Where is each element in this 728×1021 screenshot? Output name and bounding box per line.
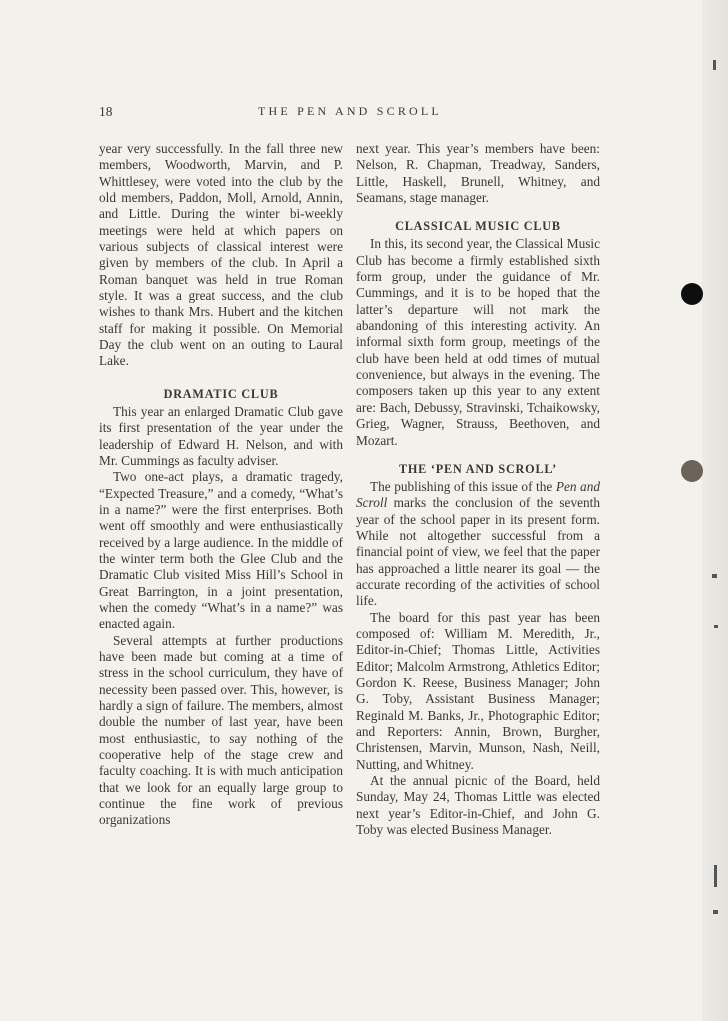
right-column [356, 141, 600, 838]
page-header [99, 104, 601, 124]
running-head: THE PEN AND SCROLL [258, 104, 442, 118]
text-run: The publishing of this issue of the [370, 478, 556, 494]
section-heading: DRAMATIC CLUB [163, 386, 279, 401]
text-run: marks the conclusion of the seventh year of the school paper in its present form. While not altogether successful from a financial point of view, we feel that the paper has approached a little nearer its goal — the accurate recording of the activities of school life. [356, 495, 600, 609]
paragraph: At the annual picnic of the Board, held Sunday, May 24, Thomas Little was elected next year’s Editor-in-Chief, and John G. Toby was elected Business Manager. [356, 773, 600, 838]
paragraph: Several attempts at further productions have been made but coming at a time of stress in the school curriculum, they have of necessity been passed over. This, however, is hardly a sign of failure. The members, almost double the number of last year, have been most enthusiastic, to say nothing of the cooperative help of the stage crew and faculty coaching. It is with much anticipation that we look for an equally large group to continue the fine work of previous organizations [99, 632, 343, 828]
paragraph: In this, its second year, the Classical Music Club has become a firmly established sixth form group, under the guidance of Mr. Cummings, and it is to be hoped that the latter’s departure will not mark the abandoning of this interesting activity. An informal sixth form group, meetings of the club have been held at odd times of mutual convenience, but always in the evening. The composers taken up this year to any extent are: Bach, Debussy, Stravinski, Tchaikowsky, Grieg, Wagner, Strauss, Beethoven, and Mozart. [356, 236, 600, 448]
section-heading: CLASSICAL MUSIC CLUB [395, 219, 561, 234]
page-number: 18 [99, 104, 113, 119]
paragraph: year very successfully. In the fall three new members, Woodworth, Marvin, and P. Whittlesey, were voted into the club by the old members, Paddon, Moll, Arnold, Annin, and Little. During the winter bi-weekly meetings were held at which papers on various subjects of classical interest were given by members of the club. In April a Roman banquet was held in true Roman style. It was a great success, and the club wishes to thank Mrs. Hubert and the kitchen staff for making it possible. On Memorial Day the club went on an outing to Laural Lake. [99, 141, 343, 369]
paragraph [356, 479, 600, 610]
paragraph: Two one-act plays, a dramatic tragedy, “Expected Treasure,” and a comedy, “What’s in a name?” were the first enterprises. Both went off smoothly and were enthusiastically received by a large audience. In the middle of the winter term both the Glee Club and the Dramatic Club visited Miss Hill’s School in Great Barrington, in a joint presentation, when the comedy “What’s in a name?” was enacted again. [99, 469, 343, 632]
scan-mark [712, 574, 717, 578]
scan-mark [713, 60, 716, 70]
left-column [99, 141, 343, 829]
paragraph: This year an enlarged Dramatic Club gave its first presentation of the year under the leadership of Edward H. Nelson, and with Mr. Cummings as faculty adviser. [99, 403, 343, 468]
paragraph: next year. This year’s members have been: Nelson, R. Chapman, Treadway, Sanders, Little, Haskell, Brunell, Whitney, and Seamans, stage manager. [356, 141, 600, 206]
scan-mark [713, 910, 718, 914]
scan-mark [714, 625, 718, 628]
punch-hole [681, 460, 703, 482]
scan-mark [714, 865, 717, 887]
paragraph: The board for this past year has been composed of: William M. Meredith, Jr., Editor-in-Chief; Thomas Little, Activities Editor; Malcolm Armstrong, Athletics Editor; Gordon K. Reese, Business Manager; John G. Toby, Assistant Business Manager; Reginald M. Banks, Jr., Photographic Editor; and Reporters: Annin, Brown, Burgher, Christensen, Marvin, Munson, Nash, Neill, Nutting, and Whitney. [356, 609, 600, 772]
section-heading: THE ‘PEN AND SCROLL’ [398, 461, 558, 476]
punch-hole [681, 283, 703, 305]
publication-title: Pen and Scroll [356, 478, 600, 511]
